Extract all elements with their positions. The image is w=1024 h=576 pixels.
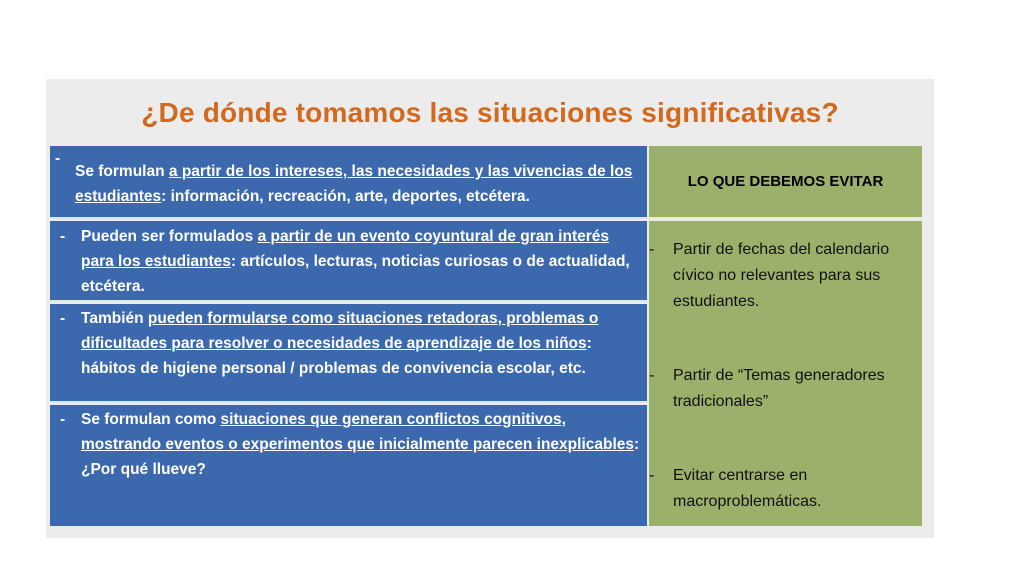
bullet-dash: - bbox=[60, 228, 66, 245]
content-table bbox=[50, 146, 922, 526]
text-underlined: pueden formularse como situaciones retadoras, problemas o dificultades para resolver o necesidades de aprendizaje de los niños bbox=[81, 310, 599, 352]
source-text bbox=[81, 224, 641, 299]
source-text bbox=[81, 407, 641, 482]
text-plain: : información, recreación, arte, deportes, etcétera. bbox=[161, 188, 530, 205]
bullet-dash: - bbox=[649, 241, 655, 258]
bullet-dash: - bbox=[60, 310, 66, 327]
source-text bbox=[81, 306, 641, 381]
avoid-item-text: Partir de fechas del calendario cívico no relevantes para sus estudiantes. bbox=[673, 241, 890, 310]
avoid-header: LO QUE DEBEMOS EVITAR bbox=[649, 146, 922, 219]
text-plain: : hábitos de higiene personal / problemas de convivencia escolar, etc. bbox=[81, 335, 592, 377]
text-plain: Se formulan bbox=[75, 163, 169, 180]
text-plain: : ¿Por qué llueve? bbox=[81, 436, 640, 478]
text-plain: Pueden ser formulados bbox=[81, 228, 258, 245]
text-underlined: a partir de los intereses, las necesidades y las vivencias de los estudiantes bbox=[75, 163, 633, 205]
text-underlined: a partir de un evento coyuntural de gran interés para los estudiantes bbox=[81, 228, 609, 270]
source-row-4 bbox=[50, 405, 647, 526]
bullet-dash: - bbox=[60, 411, 66, 428]
bullet-dash: - bbox=[649, 367, 655, 384]
text-plain: Se formulan como bbox=[81, 411, 221, 428]
bullet-dash: - bbox=[55, 150, 61, 167]
text-underlined: situaciones que generan conflictos cognitivos, mostrando eventos o experimentos que inicialmente parecen inexplicables bbox=[81, 411, 635, 453]
source-row-1 bbox=[50, 146, 647, 219]
avoid-item-text: Evitar centrarse en macroproblemáticas. bbox=[673, 467, 822, 510]
slide bbox=[46, 79, 934, 538]
source-text bbox=[75, 159, 641, 209]
source-row-3 bbox=[50, 304, 647, 403]
avoid-item-text: Partir de “Temas generadores tradicionales” bbox=[673, 367, 885, 410]
source-row-2 bbox=[50, 221, 647, 302]
text-plain: También bbox=[81, 310, 148, 327]
text-plain: : artículos, lecturas, noticias curiosas o de actualidad, etcétera. bbox=[81, 253, 630, 295]
bullet-dash: - bbox=[649, 467, 655, 484]
avoid-list bbox=[649, 221, 922, 526]
slide-title: ¿De dónde tomamos las situaciones significativas? bbox=[141, 97, 839, 128]
